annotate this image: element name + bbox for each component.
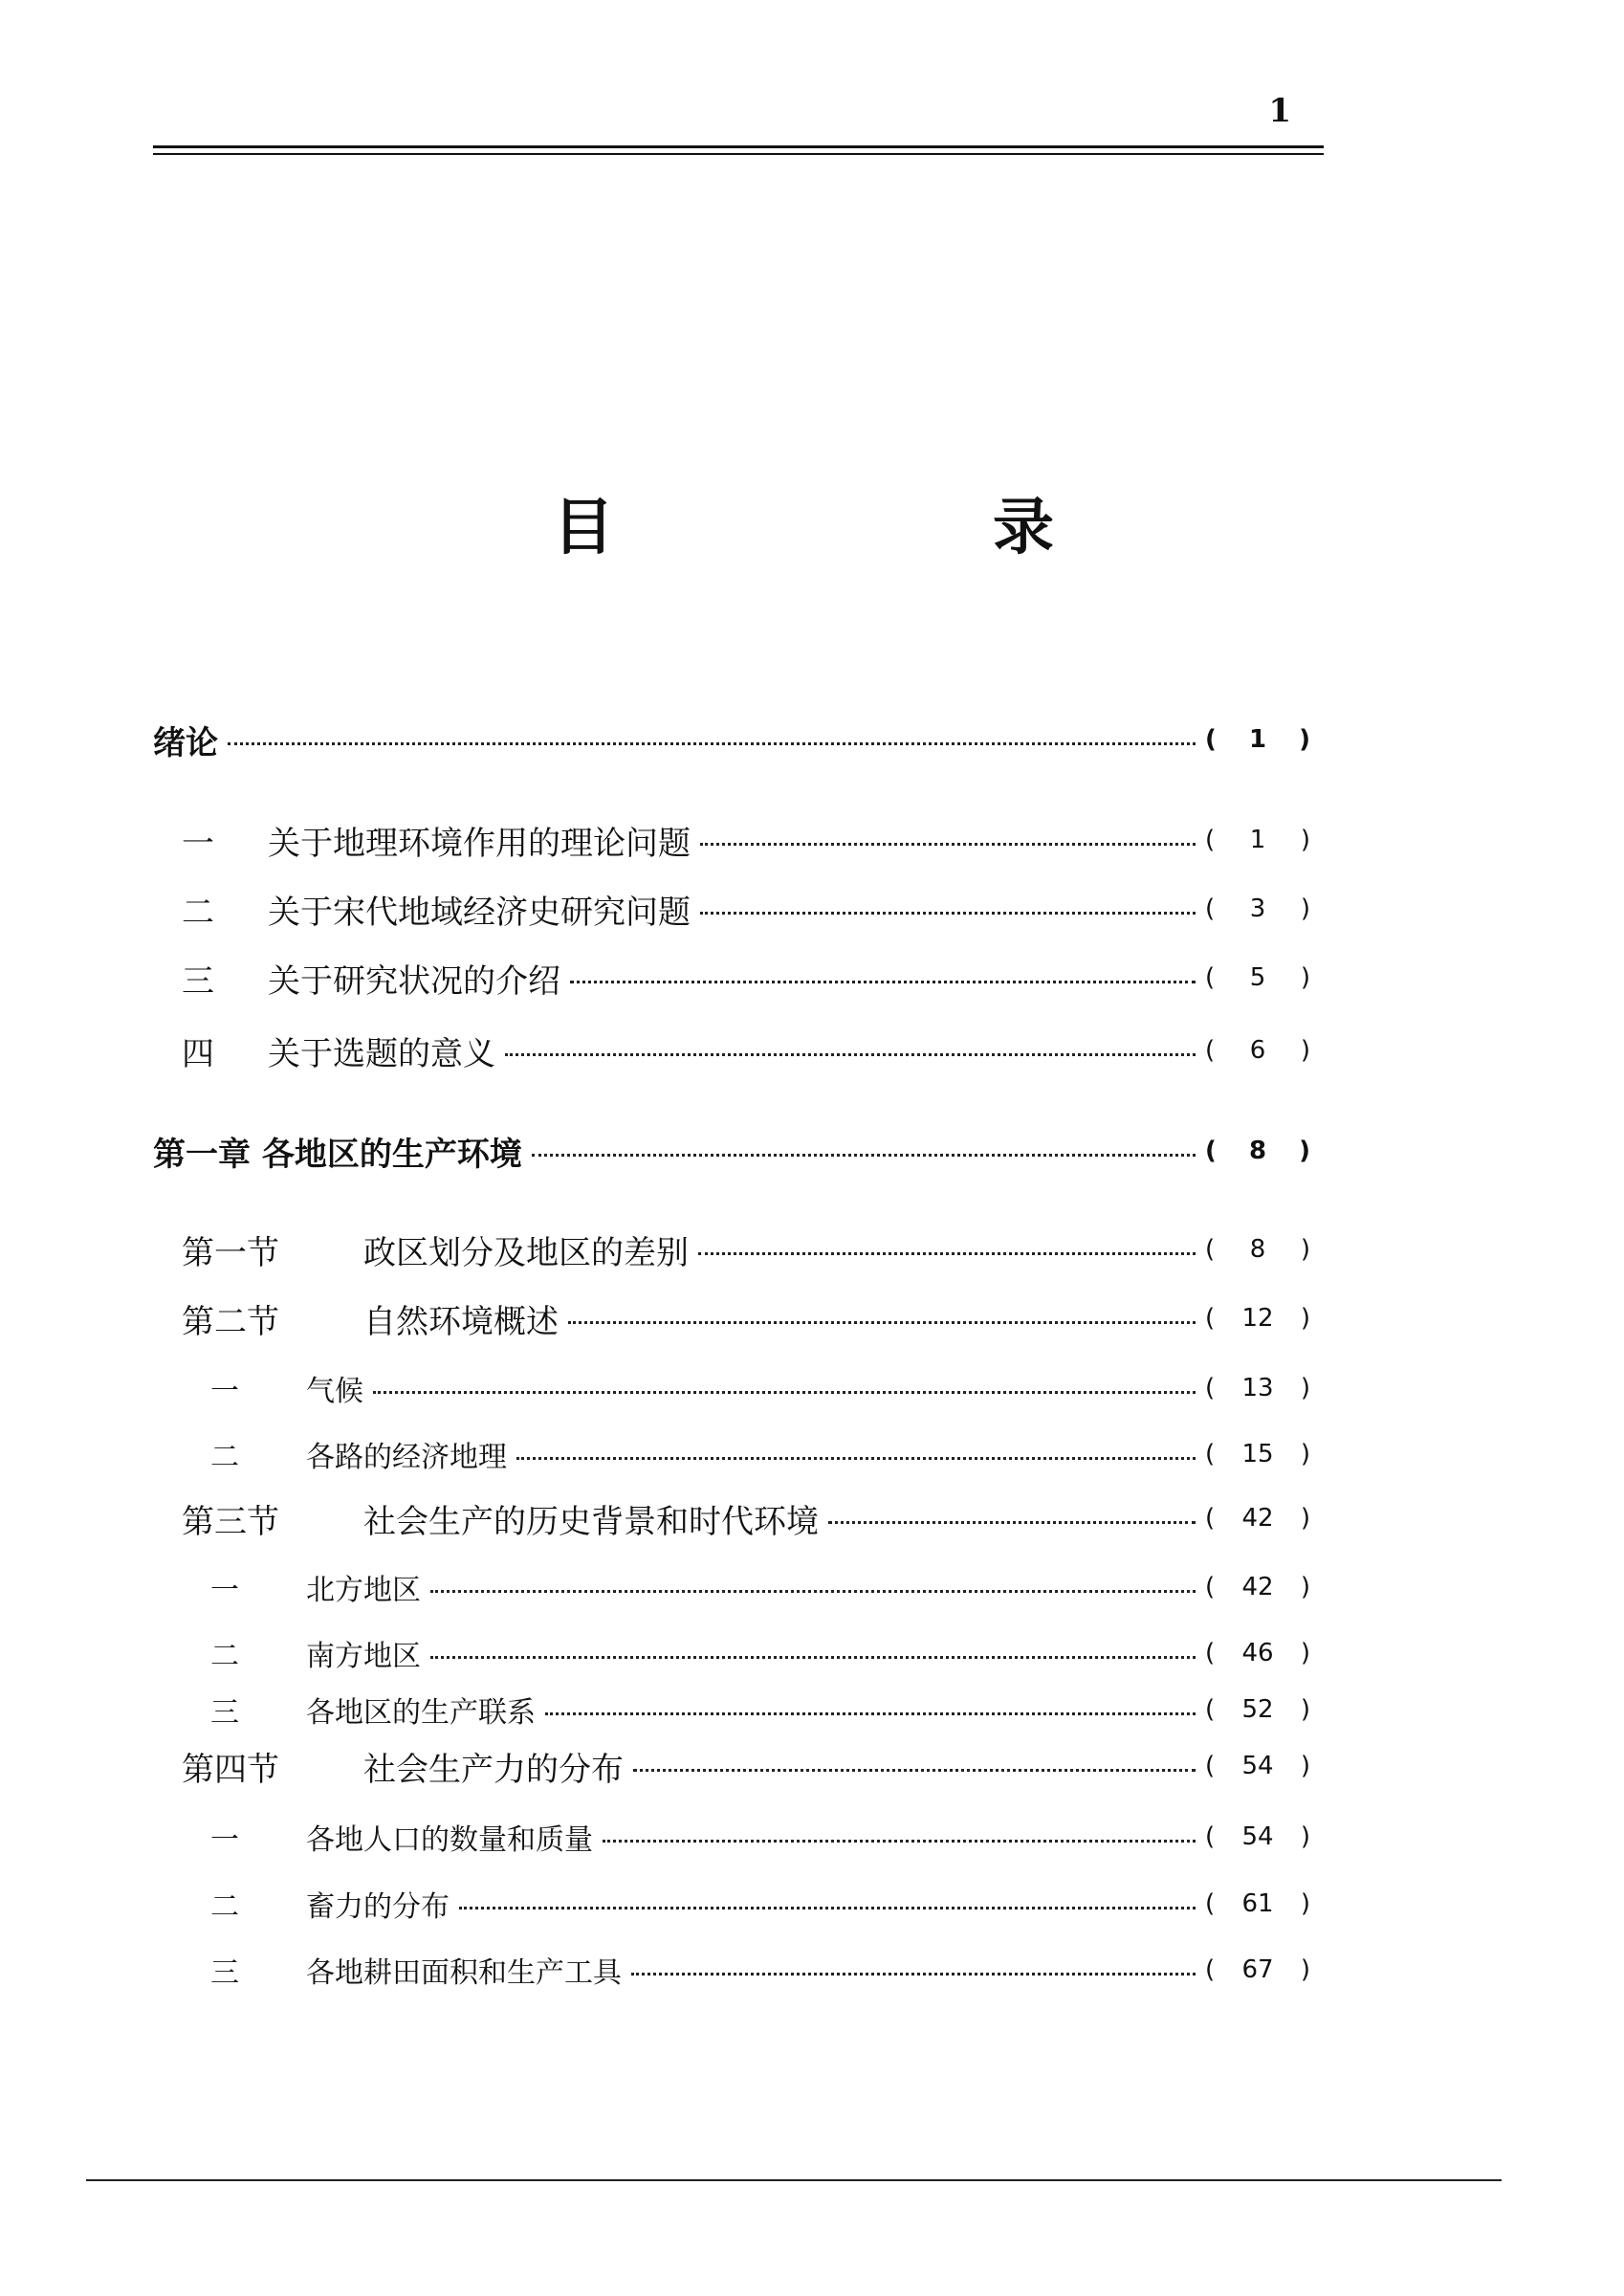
toc-entry-label: 气候 — [306, 1375, 363, 1408]
dot-leader — [373, 1391, 1196, 1394]
dot-leader — [459, 1907, 1196, 1910]
toc-entry-number: 三 — [210, 1696, 239, 1730]
dot-leader — [828, 1521, 1196, 1524]
toc-entry[interactable] — [210, 1948, 1310, 1992]
toc-entry-label: 关于地理环境作用的理论问题 — [268, 824, 691, 863]
footer-rule — [86, 2179, 1502, 2181]
toc-entry-number: 第四节 — [182, 1750, 279, 1789]
toc-entry-intro[interactable] — [153, 718, 1310, 762]
toc-entry-label: 关于选题的意义 — [268, 1034, 495, 1073]
toc-entry-number: 二 — [210, 1890, 239, 1924]
toc-entry-number: 四 — [182, 1034, 214, 1073]
toc-entry[interactable] — [210, 1882, 1310, 1926]
toc-entry-section[interactable] — [182, 1227, 1310, 1271]
toc-entry-label: 关于研究状况的介绍 — [268, 961, 560, 1001]
toc-entry-page: ( 46 ) — [1205, 1639, 1310, 1667]
toc-entry-label: 绪论 — [153, 723, 218, 762]
toc-entry-number: 二 — [182, 893, 214, 932]
toc-entry-number: 三 — [210, 1956, 239, 1990]
toc-entry-number: 一 — [210, 1375, 239, 1408]
toc-entry-chapter-1[interactable] — [153, 1129, 1310, 1173]
toc-entry-section[interactable] — [182, 1744, 1310, 1788]
toc-entry[interactable] — [210, 1366, 1310, 1410]
toc-entry-page: ( 8 ) — [1205, 1235, 1310, 1264]
toc-entry-number: 一 — [210, 1574, 239, 1607]
toc-entry-label: 关于宋代地域经济史研究问题 — [268, 893, 691, 932]
toc-entry-label: 各路的经济地理 — [306, 1441, 507, 1474]
dot-leader — [516, 1457, 1196, 1460]
toc-entry-section[interactable] — [182, 1496, 1310, 1540]
dot-leader — [700, 843, 1196, 846]
toc-entry-label: 畜力的分布 — [306, 1890, 450, 1924]
toc-entry-page: ( 13 ) — [1205, 1374, 1310, 1402]
dot-leader — [698, 1252, 1196, 1255]
toc-entry-page: ( 61 ) — [1205, 1889, 1310, 1918]
toc-entry-page: ( 42 ) — [1205, 1504, 1310, 1533]
dot-leader — [633, 1769, 1196, 1772]
toc-entry-number: 三 — [182, 961, 214, 1001]
toc-title-char: 录 — [993, 492, 1054, 563]
dot-leader — [568, 1321, 1196, 1324]
header-rule — [153, 145, 1324, 155]
toc-entry-label: 各地区的生产联系 — [306, 1696, 536, 1730]
toc-entry-number: 二 — [210, 1640, 239, 1673]
toc-entry-page: ( 5 ) — [1205, 963, 1310, 992]
dot-leader — [532, 1154, 1196, 1157]
page-number: 1 — [1268, 92, 1291, 130]
toc-entry-page: ( 1 ) — [1205, 826, 1310, 854]
toc-entry-page: ( 42 ) — [1205, 1573, 1310, 1601]
toc-entry-number: 一 — [210, 1823, 239, 1857]
toc-entry[interactable] — [210, 1565, 1310, 1609]
toc-entry-page: ( 54 ) — [1205, 1752, 1310, 1780]
toc-entry[interactable] — [182, 956, 1310, 1000]
toc-entry[interactable] — [210, 1432, 1310, 1476]
toc-entry-page: ( 12 ) — [1205, 1304, 1310, 1333]
toc-entry[interactable] — [182, 818, 1310, 862]
dot-leader — [700, 912, 1196, 915]
toc-entry-page: ( 8 ) — [1205, 1137, 1310, 1165]
dot-leader — [430, 1656, 1196, 1659]
toc-entry[interactable] — [182, 887, 1310, 931]
toc-entry-page: ( 54 ) — [1205, 1822, 1310, 1851]
toc-entry-page: ( 15 ) — [1205, 1440, 1310, 1468]
toc-entry-label: 社会生产力的分布 — [363, 1750, 624, 1789]
toc-entry[interactable] — [182, 1028, 1310, 1072]
toc-entry-section[interactable] — [182, 1296, 1310, 1340]
toc-entry-number: 一 — [182, 824, 214, 863]
toc-entry-page: ( 3 ) — [1205, 894, 1310, 923]
toc-entry-page: ( 52 ) — [1205, 1695, 1310, 1724]
dot-leader — [570, 981, 1196, 983]
toc-entry[interactable] — [210, 1815, 1310, 1859]
toc-entry-label: 南方地区 — [306, 1640, 421, 1673]
dot-leader — [603, 1840, 1196, 1843]
toc-entry-number: 第三节 — [182, 1502, 279, 1541]
toc-entry-label: 社会生产的历史背景和时代环境 — [363, 1502, 819, 1541]
toc-entry-label: 各地人口的数量和质量 — [306, 1823, 593, 1857]
toc-entry-label: 北方地区 — [306, 1574, 421, 1607]
toc-entry[interactable] — [210, 1688, 1310, 1732]
toc-entry-label: 各地耕田面积和生产工具 — [306, 1956, 622, 1990]
dot-leader — [228, 742, 1196, 745]
dot-leader — [430, 1590, 1196, 1593]
toc-entry-number: 二 — [210, 1441, 239, 1474]
toc-title — [536, 478, 1071, 566]
toc-entry-label: 自然环境概述 — [363, 1302, 559, 1341]
toc-title-char: 目 — [553, 492, 614, 563]
toc-entry-number: 第二节 — [182, 1302, 279, 1341]
dot-leader — [631, 1973, 1196, 1976]
dot-leader — [545, 1712, 1196, 1715]
toc-entry[interactable] — [210, 1631, 1310, 1675]
toc-entry-page: ( 6 ) — [1205, 1036, 1310, 1065]
toc-entry-label: 政区划分及地区的差别 — [363, 1233, 689, 1272]
toc-entry-label: 第一章 各地区的生产环境 — [153, 1135, 522, 1174]
toc-entry-number: 第一节 — [182, 1233, 279, 1272]
toc-entry-page: ( 1 ) — [1205, 725, 1310, 754]
toc-entry-page: ( 67 ) — [1205, 1955, 1310, 1984]
dot-leader — [505, 1053, 1196, 1056]
